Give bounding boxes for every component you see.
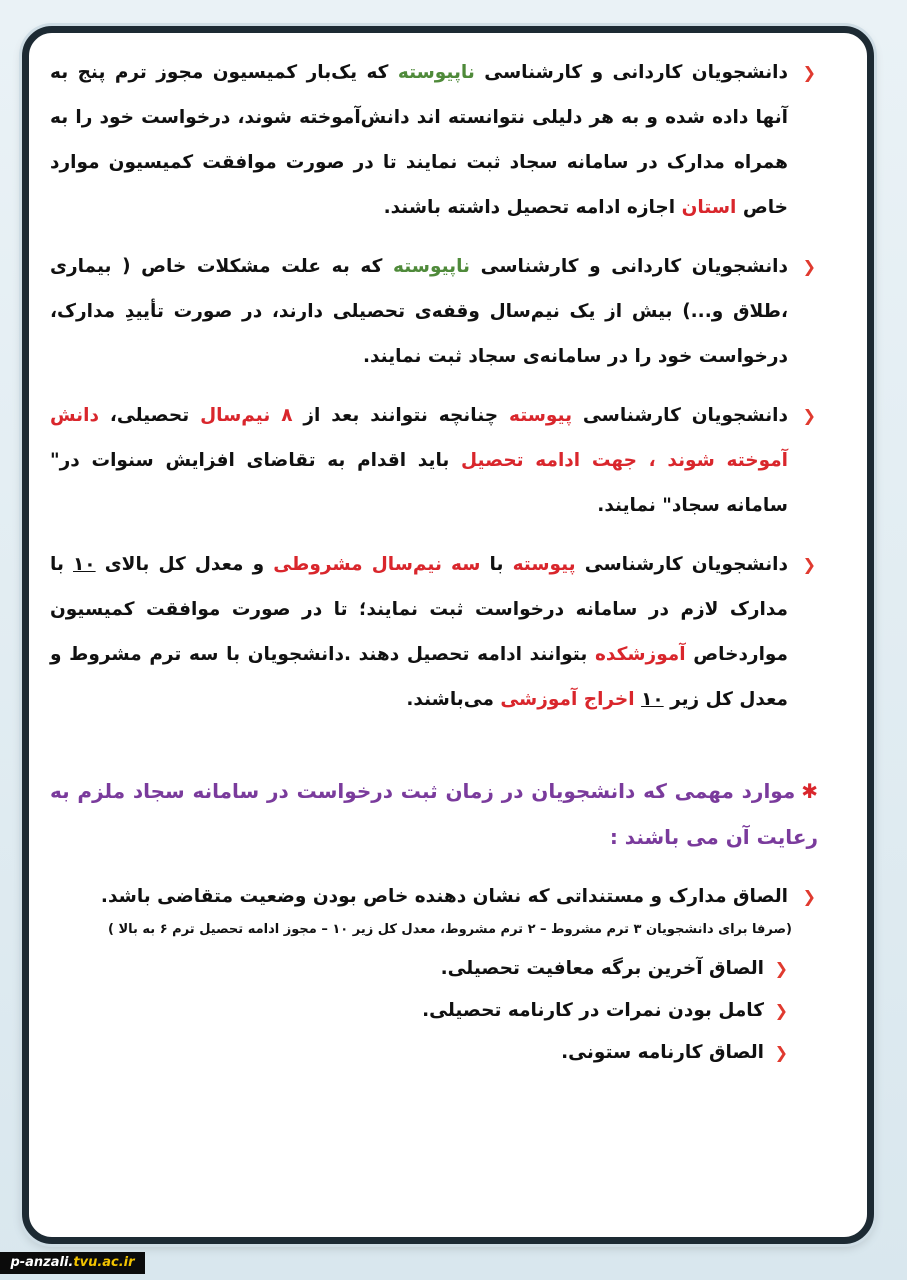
requirement-item-3 <box>50 990 822 1032</box>
requirement-text: الصاق مدارک و مستنداتی که نشان دهنده خاص بودن وضعیت متقاضی باشد. <box>100 886 788 907</box>
requirement-item-2 <box>50 948 822 990</box>
highlight-red: آموزشکده <box>594 644 686 665</box>
footer-prefix: p-anzali. <box>10 1255 74 1270</box>
highlight-red: ۸ نیم‌سال <box>200 405 293 426</box>
requirements-heading <box>50 768 822 860</box>
bullet-item-1 <box>50 50 822 230</box>
highlight-green: ناپیوسته <box>393 256 470 277</box>
text: چنانچه نتوانند بعد از <box>292 405 509 426</box>
text: و معدل کل بالای <box>95 554 274 575</box>
requirement-text: کامل بودن نمرات در کارنامه تحصیلی. <box>422 1000 764 1021</box>
chevron-left-icon: ❮ <box>774 959 788 978</box>
requirements-list <box>50 876 822 1074</box>
requirement-text: الصاق کارنامه ستونی. <box>561 1042 764 1063</box>
text: که یک‌بار کمیسیون مجوز ترم پنج به آنها داده شده و به هر دلیلی نتوانسته اند دانش‌آموخته شوند، درخواست خود را به همراه مدارک در سامانه سجاد ثبت نمایند تا در صورت موافقت کمیسیون موارد خاص <box>50 62 788 218</box>
bullet-item-3 <box>50 393 822 528</box>
chevron-left-icon: ❮ <box>802 887 816 906</box>
underlined-number: ۱۰ <box>73 554 96 575</box>
requirement-item-4 <box>50 1032 822 1074</box>
chevron-left-icon: ❮ <box>802 406 816 425</box>
underlined-number: ۱۰ <box>641 689 664 710</box>
text: دانشجویان کاردانی و کارشناسی <box>469 256 788 277</box>
website-footer <box>0 1252 145 1274</box>
notice-content <box>50 50 822 1074</box>
highlight-red: استان <box>681 197 737 218</box>
highlight-red: پیوسته <box>512 554 576 575</box>
text: دانشجویان کارشناسی <box>572 405 788 426</box>
highlight-red: سه نیم‌سال مشروطی <box>273 554 481 575</box>
text: بتوانند ادامه تحصیل دهند .دانشجویان با سه ترم مشروط و معدل کل زیر <box>50 644 788 710</box>
asterisk-icon: ✱ <box>801 779 818 803</box>
text: که به علت مشکلات خاص ( بیماری ،طلاق و...) بیش از یک نیم‌سال وقفه‌ی تحصیلی دارند، در صورت تأییدِ مدارک، درخواست خود را در سامانه‌ی سجاد ثبت نمایند. <box>50 256 788 367</box>
highlight-red: پیوسته <box>508 405 573 426</box>
text: باید اقدام به تقاضای افزایش سنوات در" سامانه سجاد" نمایند. <box>50 450 788 516</box>
requirement-item-1 <box>50 876 822 918</box>
bullet-item-4 <box>50 542 822 722</box>
requirement-note: (صرفا برای دانشجویان ۳ ترم مشروط – ۲ ترم مشروط، معدل کل زیر ۱۰ – مجوز ادامه تحصیل ترم ۶ به بالا ) <box>107 922 792 937</box>
footer-domain: tvu.ac.ir <box>73 1255 135 1270</box>
bullet-item-2 <box>50 244 822 379</box>
text: دانشجویان کاردانی و کارشناسی <box>474 62 788 83</box>
chevron-left-icon: ❮ <box>802 257 816 276</box>
chevron-left-icon: ❮ <box>802 63 816 82</box>
chevron-left-icon: ❮ <box>802 555 816 574</box>
chevron-left-icon: ❮ <box>774 1043 788 1062</box>
text: می‌باشند. <box>406 689 501 710</box>
text: با <box>480 554 513 575</box>
chevron-left-icon: ❮ <box>774 1001 788 1020</box>
highlight-red: دانش آموخته شوند ، جهت ادامه تحصیل <box>50 405 788 471</box>
text: دانشجویان کارشناسی <box>575 554 789 575</box>
requirement-text: الصاق آخرین برگه معافیت تحصیلی. <box>440 958 764 979</box>
text: اجازه ادامه تحصیل داشته باشند. <box>383 197 682 218</box>
highlight-red: اخراج آموزشی <box>500 689 635 710</box>
heading-text: موارد مهمی که دانشجویان در زمان ثبت درخواست در سامانه سجاد ملزم به رعایت آن می باشند : <box>50 779 818 849</box>
text: تحصیلی، <box>98 405 201 426</box>
text: با مدارک لازم در سامانه درخواست ثبت نمایند؛ تا در صورت موافقت کمیسیون مواردخاص <box>50 554 788 665</box>
highlight-green: ناپیوسته <box>397 62 475 83</box>
